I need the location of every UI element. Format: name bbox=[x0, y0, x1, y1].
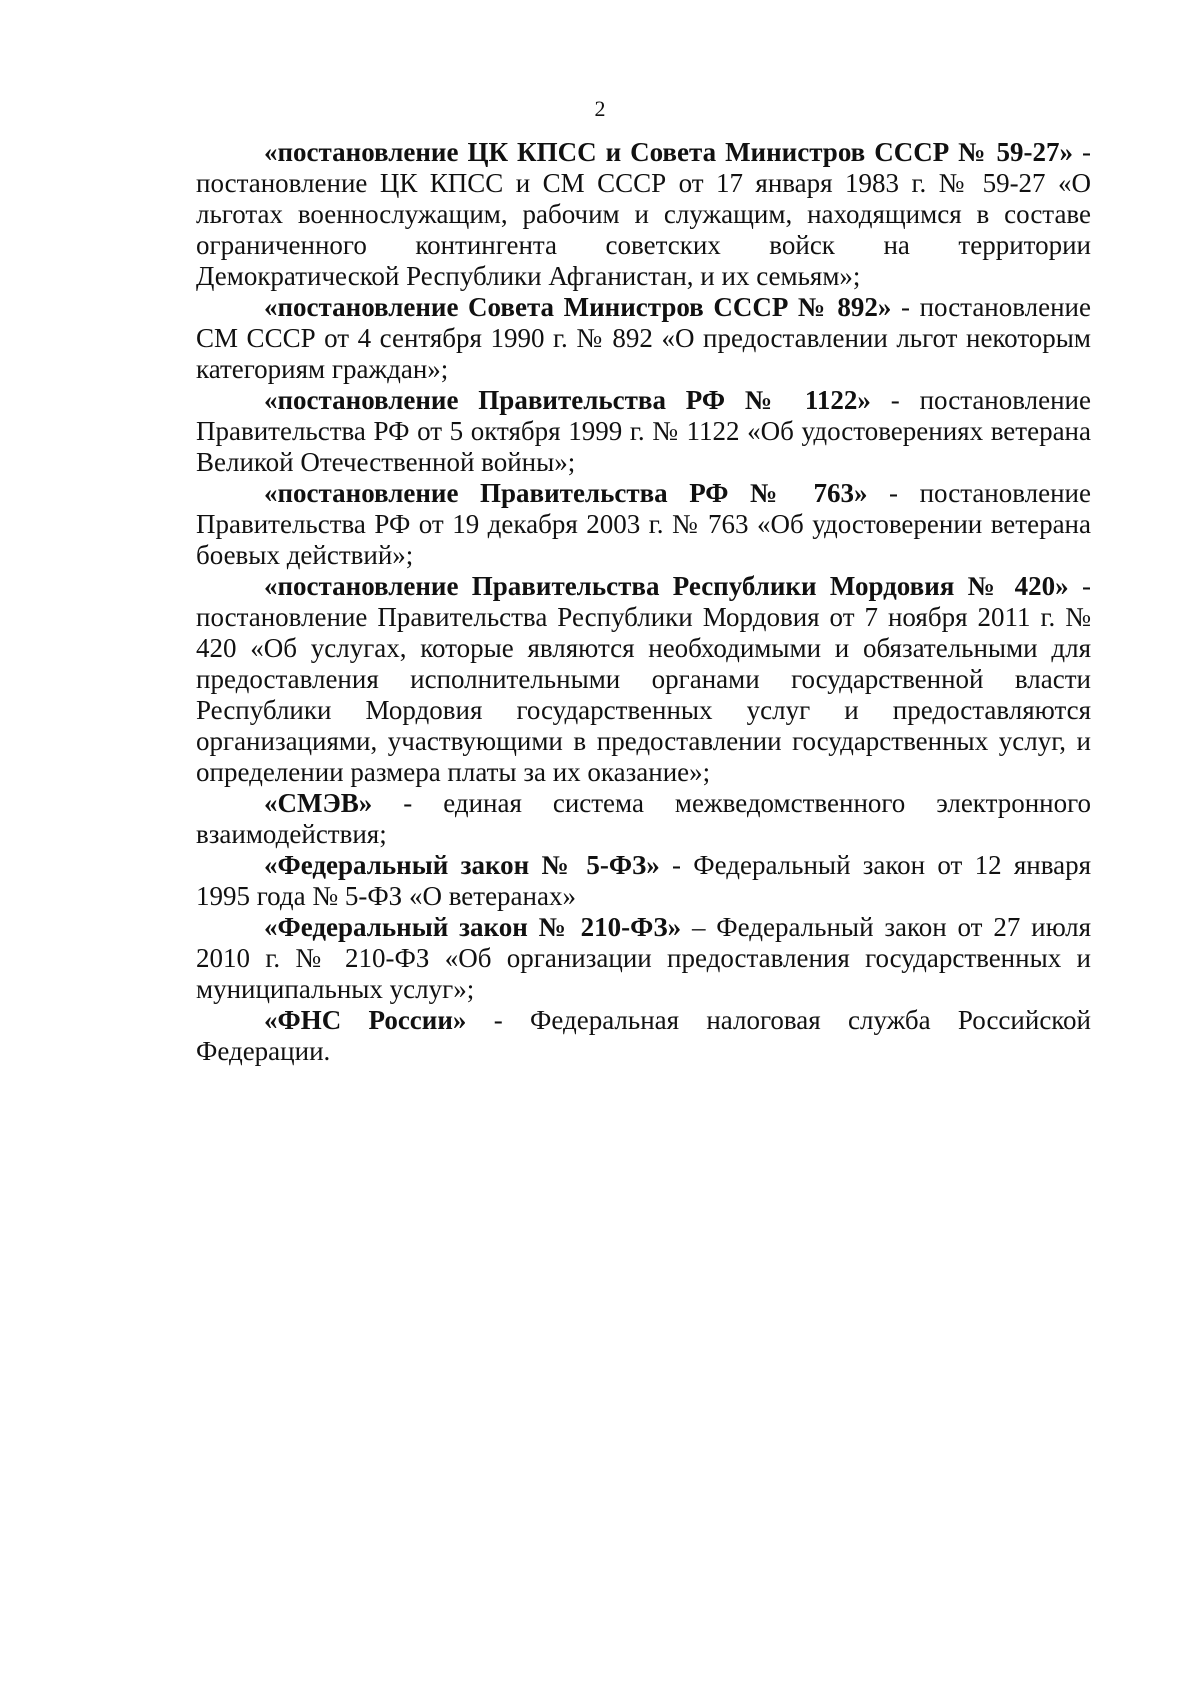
definition-paragraph bbox=[196, 1005, 1091, 1067]
definition-text: - постановление Правительства РФ от 5 октября 1999 г. № 1122 «Об удостоверениях ветерана Великой Отечественной войны»; bbox=[196, 385, 1091, 477]
definition-term: «постановление Правительства РФ № 1122» bbox=[264, 385, 871, 415]
definition-term: «СМЭВ» bbox=[264, 788, 373, 818]
definition-text: - постановление Правительства РФ от 19 декабря 2003 г. № 763 «Об удостоверении ветерана боевых действий»; bbox=[196, 478, 1091, 570]
definition-text: - постановление Правительства Республики Мордовия от 7 ноября 2011 г. № 420 «Об услугах, которые являются необходимыми и обязательными для предоставления исполнительными органами государственной власти Республики Мордовия государственных услуг и предоставляются организациями, участвующими в предоставлении государственных услуг, и определении размера платы за их оказание»; bbox=[196, 571, 1091, 787]
definition-term: «Федеральный закон № 5-ФЗ» bbox=[264, 850, 660, 880]
definition-term: «постановление Совета Министров СССР № 892» bbox=[264, 292, 892, 322]
definition-paragraph bbox=[196, 292, 1091, 385]
definition-paragraph bbox=[196, 571, 1091, 788]
definition-term: «Федеральный закон № 210-ФЗ» bbox=[264, 912, 682, 942]
definition-term: «постановление Правительства РФ № 763» bbox=[264, 478, 868, 508]
definition-term: «постановление Правительства Республики Мордовия № 420» bbox=[264, 571, 1069, 601]
definition-term: «постановление ЦК КПСС и Совета Министров СССР № 59-27» bbox=[264, 137, 1074, 167]
definition-paragraph bbox=[196, 137, 1091, 292]
definition-paragraph bbox=[196, 478, 1091, 571]
definition-text: - Федеральный закон от 12 января 1995 года № 5-ФЗ «О ветеранах» bbox=[196, 850, 1091, 911]
definition-paragraph bbox=[196, 788, 1091, 850]
definition-text: - единая система межведомственного электронного взаимодействия; bbox=[196, 788, 1091, 849]
definition-text: - постановление СМ СССР от 4 сентября 1990 г. № 892 «О предоставлении льгот некоторым категориям граждан»; bbox=[196, 292, 1091, 384]
definition-text: - постановление ЦК КПСС и СМ СССР от 17 января 1983 г. № 59-27 «О льготах военнослужащим, рабочим и служащим, находящимся в составе ограниченного контингента советских войск на территории Демократической Республики Афганистан, и их семьям»; bbox=[196, 137, 1091, 291]
definition-term: «ФНС России» bbox=[264, 1005, 467, 1035]
definition-paragraph bbox=[196, 385, 1091, 478]
definition-paragraph bbox=[196, 850, 1091, 912]
definition-paragraph bbox=[196, 912, 1091, 1005]
definition-text: - Федеральная налоговая служба Российской Федерации. bbox=[196, 1005, 1091, 1066]
definition-text: – Федеральный закон от 27 июля 2010 г. № 210-ФЗ «Об организации предоставления государственных и муниципальных услуг»; bbox=[196, 912, 1091, 1004]
page-number: 2 bbox=[594, 96, 606, 121]
definitions-list bbox=[196, 137, 1091, 1067]
